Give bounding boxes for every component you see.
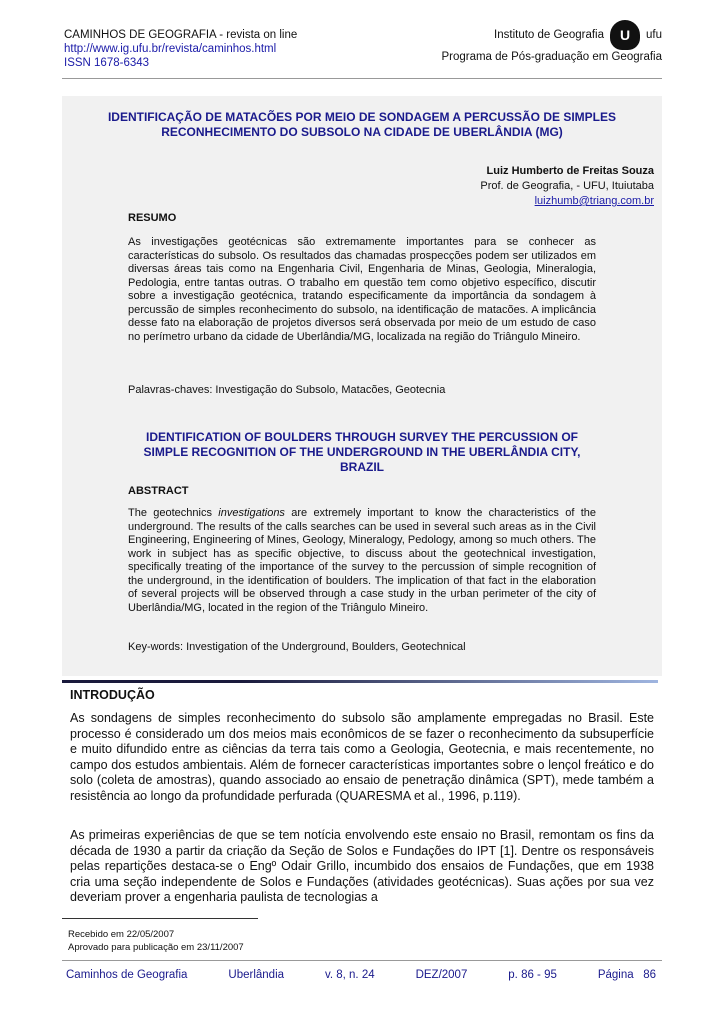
abstract-text-rest: are extremely important to know the characteristics of the underground. The results of the calls searches can be used in several such areas as in the Civil Engineering, Engineering of Mines, Geology, Mineralogy, Pedology, among so much others. The work in subject has as specific objective, to discuss about the geotechnical investigation, specifically treating of the importance of the survey to the percussion of simple recognition of the underground, in the identification of boulders. The implication of that fact in the elaboration of several projects will be observed through a case study in the urban perimeter of the city of Uberlândia/MG, located in the region of the Triângulo Mineiro.: [128, 507, 597, 614]
paper-title-en: IDENTIFICATION OF BOULDERS THROUGH SURVEY THE PERCUSSION OF SIMPLE RECOGNITION OF THE UNDERGROUND IN THE UBERLÂNDIA CITY, BRAZIL: [143, 430, 581, 474]
institute-header: [441, 20, 662, 64]
abstract-text-start: The geotechnics: [128, 507, 219, 519]
resumo-keywords: Palavras-chaves: Investigação do Subsolo, Matacões, Geotecnia: [128, 384, 446, 396]
ufu-logo-icon: U: [610, 20, 640, 50]
journal-url[interactable]: http://www.ig.ufu.br/revista/caminhos.html: [64, 43, 277, 55]
resumo-heading: RESUMO: [128, 212, 177, 224]
intro-divider: [62, 680, 658, 683]
author-name: Luiz Humberto de Freitas Souza: [486, 165, 654, 177]
abstract-text-italic: investigations: [218, 507, 285, 519]
abstract-heading: ABSTRACT: [128, 485, 189, 497]
footer-page-number: Página 86: [597, 969, 656, 981]
resumo-text: As investigações geotécnicas são extremamente importantes para se conhecer as características do subsolo. Os resultados das chamadas prospecções podem ser utilizados em diversas áreas tais como na Engenharia Civil, Engenharia de Minas, Geologia, Mineralogia, Pedologia, entre tantas outras. O trabalho em questão tem como objetivo específico, discutir sobre a investigação geotécnica, tratando especificamente da importância da sondagem à percussão de simples reconhecimento do subsolo, na identificação de matacões. A implicância desse fato na elaboração de projetos diversos será observada por meio de um estudo de caso no perímetro urbano da cidade de Uberlândia/MG, localizada na região do Triângulo Mineiro.: [128, 236, 596, 343]
author-block: [480, 164, 654, 209]
footnote-rule: [62, 918, 258, 919]
footer-divider: [62, 960, 662, 961]
footer-volume: v. 8, n. 24: [324, 969, 375, 981]
footer-date: DEZ/2007: [415, 969, 468, 981]
footer-journal: Caminhos de Geografia: [66, 969, 188, 981]
intro-paragraph-1: As sondagens de simples reconhecimento do subsolo são amplamente empregadas no Brasil. Este processo é considerado um dos meios mais econômicos de se fazer o reconhecimento da subsuperfície e muito difundido entre as ciências da terra tais como a Geologia, Geotecnia, e mais recentemente, no campo dos estudos ambientais. Além de fornecer características importantes sobre o lençol freático e do solo (coleta de amostras), quando associado ao ensaio de penetração dinâmica (SPT), mede também a resistência ao longo da profundidade perfurada (QUARESMA et al., 1996, p.119).: [70, 711, 654, 803]
author-affiliation: Prof. de Geografia, - UFU, Ituiutaba: [480, 180, 654, 192]
abstract-keywords: Key-words: Investigation of the Underground, Boulders, Geotechnical: [128, 641, 466, 653]
author-email[interactable]: luizhumb@triang.com.br: [534, 195, 654, 207]
header-divider: [62, 78, 662, 79]
approved-date: Aprovado para publicação em 23/11/2007: [68, 942, 244, 953]
received-date: Recebido em 22/05/2007: [68, 929, 175, 940]
intro-paragraph-2: As primeiras experiências de que se tem notícia envolvendo este ensaio no Brasil, remontam os fins da década de 1930 a partir da criação da Seção de Solos e Fundações do IPT [1]. Dentre os responsáveis pelas repartições destaca-se o Engº Odair Grillo, incumbido dos ensaios de Fundações, que em 1938 cria uma seção independente de Solos e Fundações (atividades geotécnicas). Suas ações por sua vez deveriam prover a engenharia paulista de tecnologias a: [70, 828, 654, 904]
intro-heading: INTRODUÇÃO: [70, 688, 155, 702]
journal-title: CAMINHOS DE GEOGRAFIA - revista on line: [64, 29, 298, 41]
page-footer: [66, 969, 656, 981]
footnotes: [68, 928, 244, 954]
institute-name: Instituto de Geografia: [494, 29, 604, 41]
logo-text: ufu: [646, 29, 662, 41]
journal-header: [64, 28, 297, 70]
paper-title-pt: IDENTIFICAÇÃO DE MATACÕES POR MEIO DE SONDAGEM A PERCUSSÃO DE SIMPLES RECONHECIMENTO DO SUBSOLO NA CIDADE DE UBERLÂNDIA (MG): [107, 110, 617, 139]
journal-issn: ISSN 1678-6343: [64, 57, 150, 69]
footer-city: Uberlândia: [228, 969, 285, 981]
footer-pages: p. 86 - 95: [508, 969, 557, 981]
abstract-text: [128, 507, 596, 615]
program-name: Programa de Pós-graduação em Geografia: [441, 51, 662, 63]
